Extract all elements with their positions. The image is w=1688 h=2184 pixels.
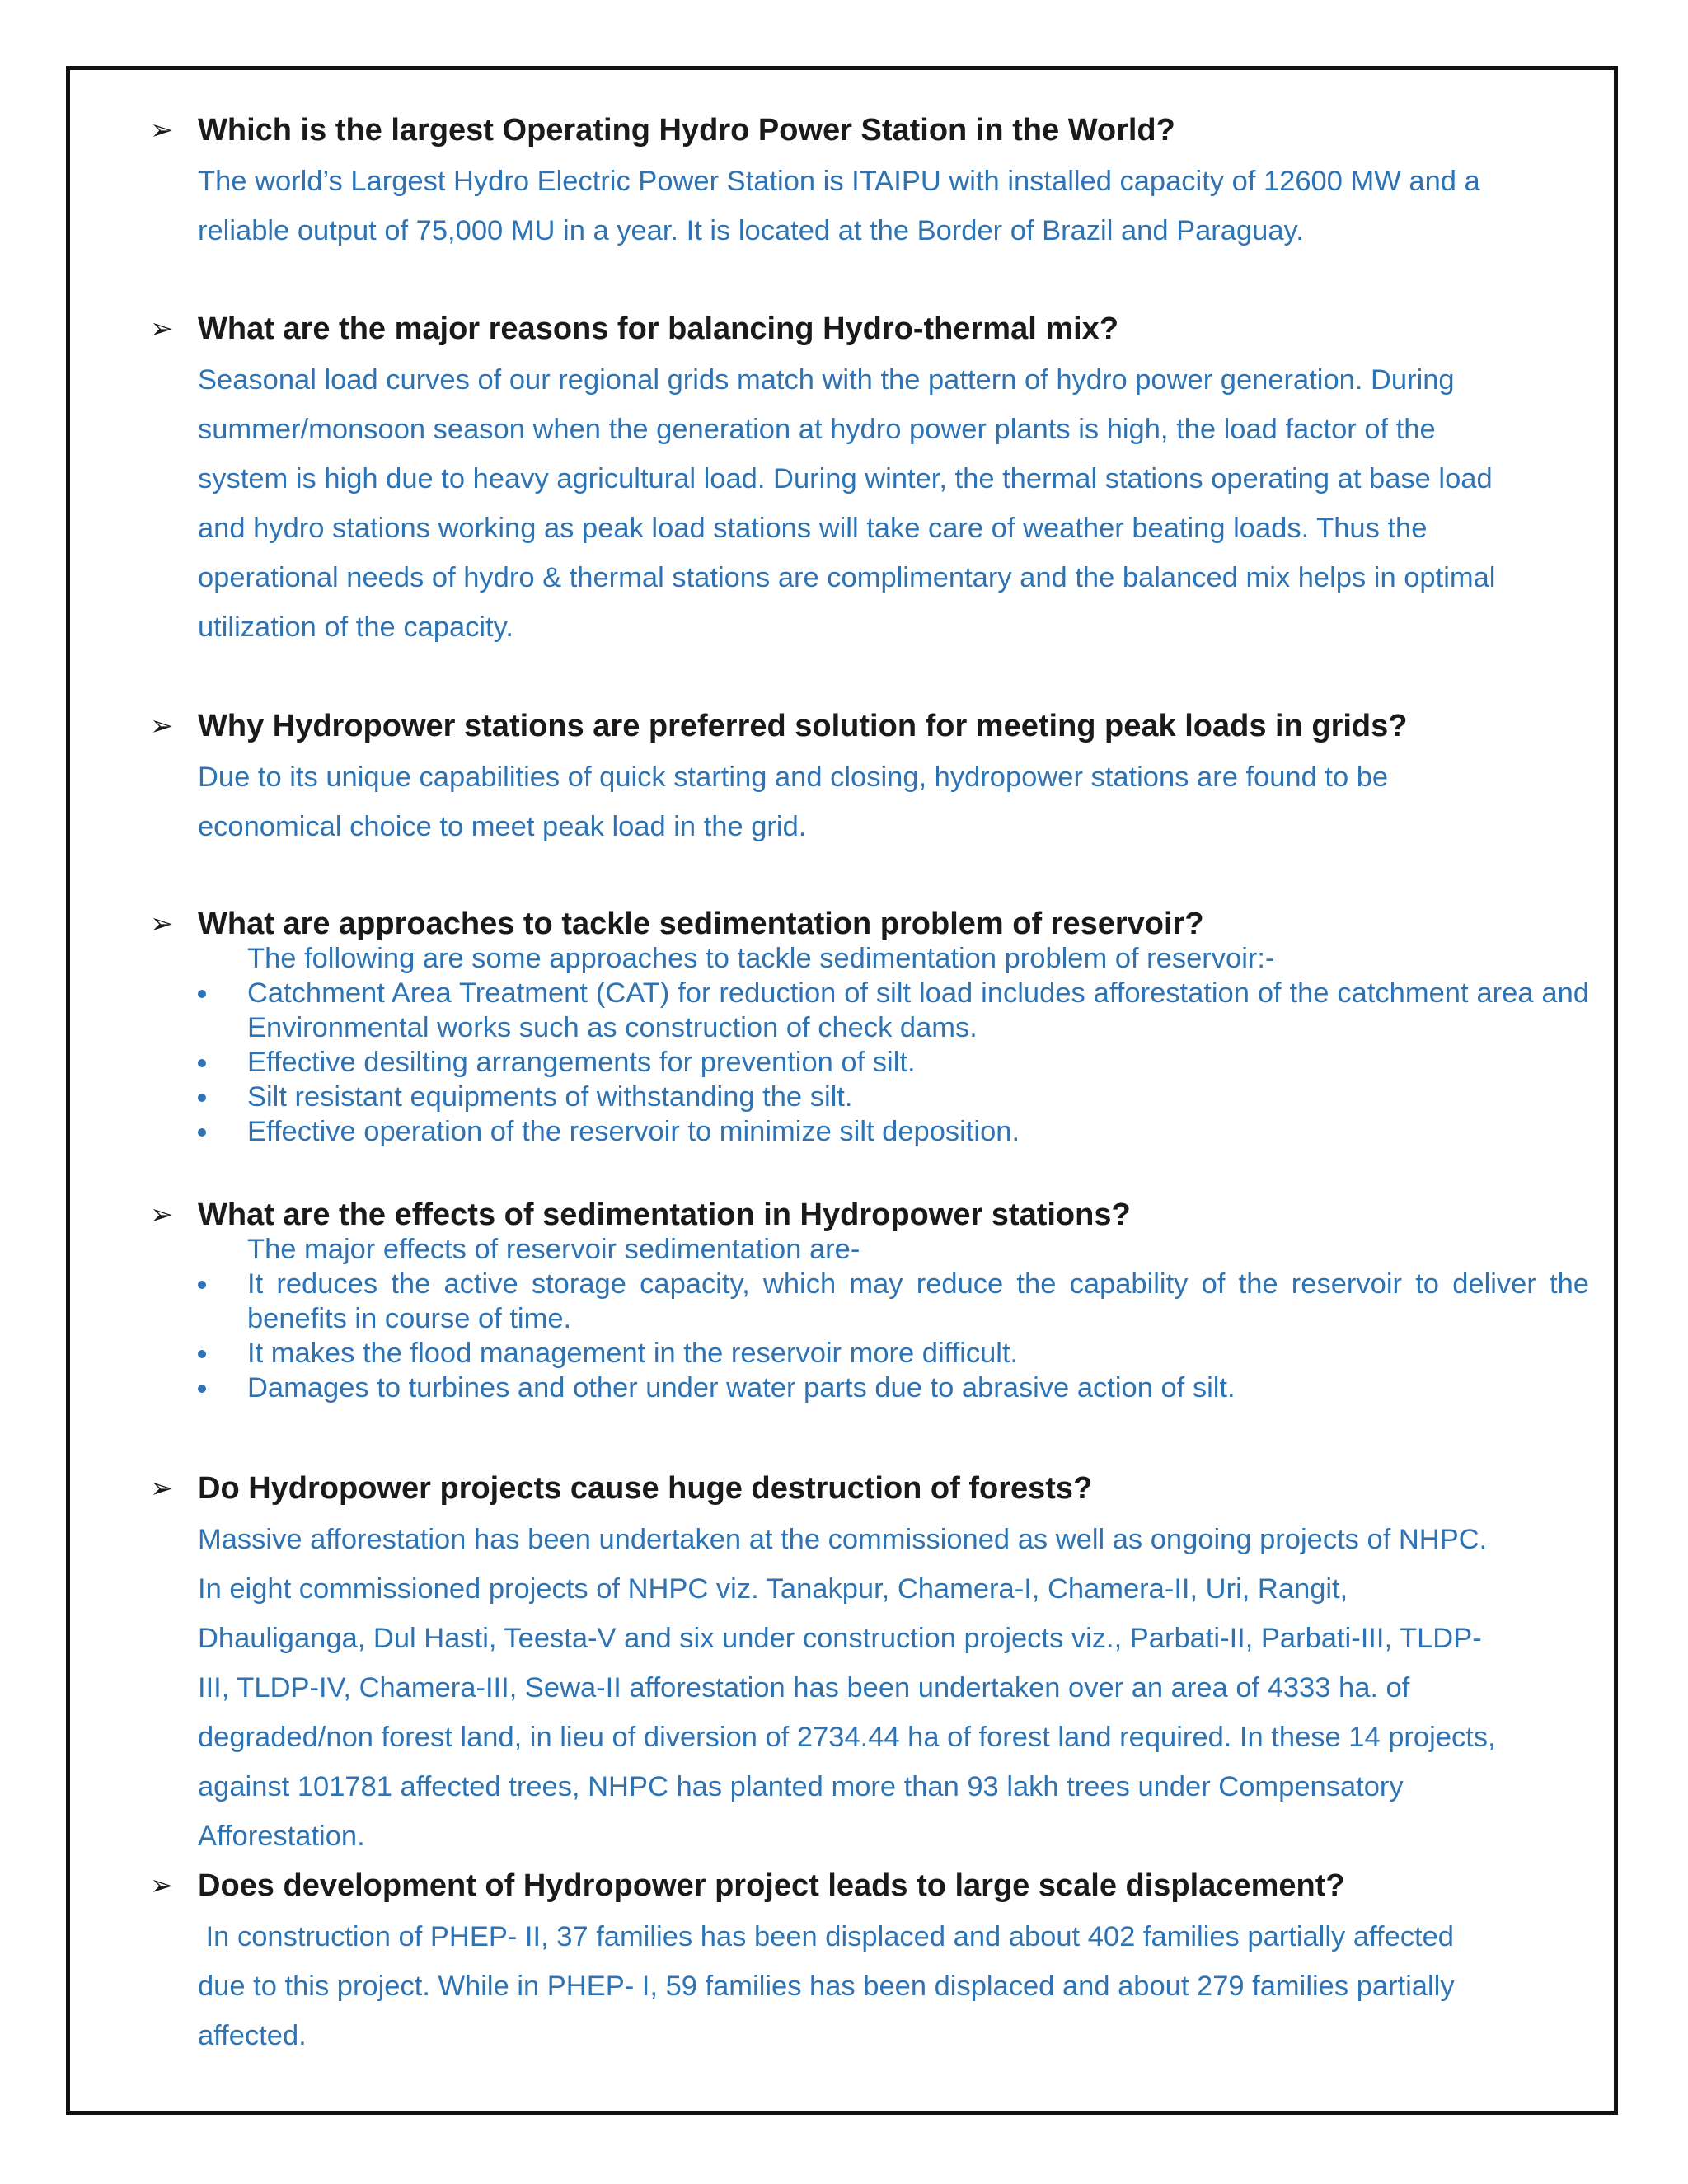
bullet-dot-icon bbox=[198, 1059, 206, 1067]
bullet-dot-icon bbox=[198, 1094, 206, 1102]
list-item bbox=[0, 976, 1688, 1045]
list-item-text: Silt resistant equipments of withstanding the silt. bbox=[247, 1081, 853, 1113]
answer-line: III, TLDP-IV, Chamera-III, Sewa-II afforestation has been undertaken over an area of 4333 ha. of bbox=[198, 1672, 1410, 1704]
answer-line: Due to its unique capabilities of quick starting and closing, hydropower stations are found to be bbox=[198, 762, 1389, 793]
answer-line: against 101781 affected trees, NHPC has planted more than 93 lakh trees under Compensatory bbox=[198, 1771, 1404, 1802]
list-item-text: Damages to turbines and other under water parts due to abrasive action of silt. bbox=[247, 1372, 1236, 1404]
answer-line: Massive afforestation has been undertaken at the commissioned as well as ongoing projects of NHPC. bbox=[198, 1524, 1488, 1555]
answer-line: In eight commissioned projects of NHPC viz. Tanakpur, Chamera-I, Chamera-II, Uri, Rangit, bbox=[198, 1573, 1348, 1605]
answer-line: degraded/non forest land, in lieu of diversion of 2734.44 ha of forest land required. In these 14 projects, bbox=[198, 1722, 1496, 1753]
answer-text bbox=[198, 1912, 1599, 2060]
question-heading: Does development of Hydropower project leads to large scale displacement? bbox=[198, 1868, 1345, 1903]
list-item bbox=[0, 1080, 1688, 1114]
bullet-list bbox=[0, 976, 1688, 1149]
answer-line: system is high due to heavy agricultural load. During winter, the thermal stations operating at base load bbox=[198, 463, 1493, 494]
list-intro: The major effects of reservoir sedimentation are- bbox=[247, 1234, 860, 1265]
list-item-text: It makes the flood management in the reservoir more difficult. bbox=[247, 1338, 1019, 1369]
answer-line: Afforestation. bbox=[198, 1821, 365, 1852]
arrow-bullet-icon: ➢ bbox=[150, 1869, 174, 1902]
list-item bbox=[0, 1045, 1688, 1080]
list-item bbox=[0, 1114, 1688, 1149]
bullet-dot-icon bbox=[198, 990, 206, 998]
answer-text bbox=[198, 157, 1599, 255]
answer-text bbox=[198, 355, 1599, 652]
arrow-bullet-icon: ➢ bbox=[150, 1198, 174, 1231]
answer-line: Dhauliganga, Dul Hasti, Teesta-V and six under construction projects viz., Parbati-II, Parbati-III, TLDP- bbox=[198, 1623, 1482, 1654]
answer-line: affected. bbox=[198, 2020, 307, 2051]
question-heading: Which is the largest Operating Hydro Power Station in the World? bbox=[198, 113, 1175, 148]
question-heading: Do Hydropower projects cause huge destruction of forests? bbox=[198, 1471, 1093, 1506]
list-item-text: It reduces the active storage capacity, which may reduce the capability of the reservoir to deliver the benefits in course of time. bbox=[247, 1268, 1589, 1334]
question-heading: What are the major reasons for balancing Hydro-thermal mix? bbox=[198, 312, 1119, 346]
list-item bbox=[0, 1371, 1688, 1405]
question-heading: What are the effects of sedimentation in Hydropower stations? bbox=[198, 1197, 1131, 1232]
list-item bbox=[0, 1336, 1688, 1371]
bullet-dot-icon bbox=[198, 1350, 206, 1358]
bullet-list bbox=[0, 1267, 1688, 1405]
answer-line: and hydro stations working as peak load stations will take care of weather beating loads. Thus the bbox=[198, 513, 1428, 544]
answer-line: summer/monsoon season when the generation at hydro power plants is high, the load factor of the bbox=[198, 414, 1436, 445]
answer-text bbox=[198, 1515, 1599, 1861]
arrow-bullet-icon: ➢ bbox=[150, 710, 174, 743]
answer-line: utilization of the capacity. bbox=[198, 612, 513, 643]
answer-line: operational needs of hydro & thermal stations are complimentary and the balanced mix helps in optimal bbox=[198, 562, 1496, 593]
answer-text bbox=[198, 752, 1599, 851]
bullet-dot-icon bbox=[198, 1281, 206, 1289]
bullet-dot-icon bbox=[198, 1128, 206, 1137]
arrow-bullet-icon: ➢ bbox=[150, 312, 174, 345]
answer-line: In construction of PHEP- II, 37 families has been displaced and about 402 families partially affected bbox=[198, 1921, 1454, 1952]
answer-line: Seasonal load curves of our regional grids match with the pattern of hydro power generation. During bbox=[198, 364, 1455, 396]
bullet-dot-icon bbox=[198, 1385, 206, 1393]
question-heading: Why Hydropower stations are preferred solution for meeting peak loads in grids? bbox=[198, 709, 1408, 743]
list-item-text: Effective desilting arrangements for prevention of silt. bbox=[247, 1047, 916, 1078]
question-heading: What are approaches to tackle sedimentation problem of reservoir? bbox=[198, 907, 1204, 941]
answer-line: economical choice to meet peak load in the grid. bbox=[198, 811, 807, 842]
answer-line: reliable output of 75,000 MU in a year. It is located at the Border of Brazil and Paraguay. bbox=[198, 215, 1304, 246]
arrow-bullet-icon: ➢ bbox=[150, 907, 174, 940]
list-item bbox=[0, 1267, 1688, 1336]
list-intro: The following are some approaches to tackle sedimentation problem of reservoir:- bbox=[247, 943, 1275, 974]
arrow-bullet-icon: ➢ bbox=[150, 114, 174, 147]
answer-line: The world’s Largest Hydro Electric Power Station is ITAIPU with installed capacity of 12600 MW and a bbox=[198, 166, 1480, 197]
list-item-text: Catchment Area Treatment (CAT) for reduction of silt load includes afforestation of the catchment area and Environmental works such as construction of check dams. bbox=[247, 977, 1589, 1043]
arrow-bullet-icon: ➢ bbox=[150, 1472, 174, 1505]
list-item-text: Effective operation of the reservoir to minimize silt deposition. bbox=[247, 1116, 1020, 1147]
answer-line: due to this project. While in PHEP- I, 59 families has been displaced and about 279 families partially bbox=[198, 1971, 1455, 2002]
